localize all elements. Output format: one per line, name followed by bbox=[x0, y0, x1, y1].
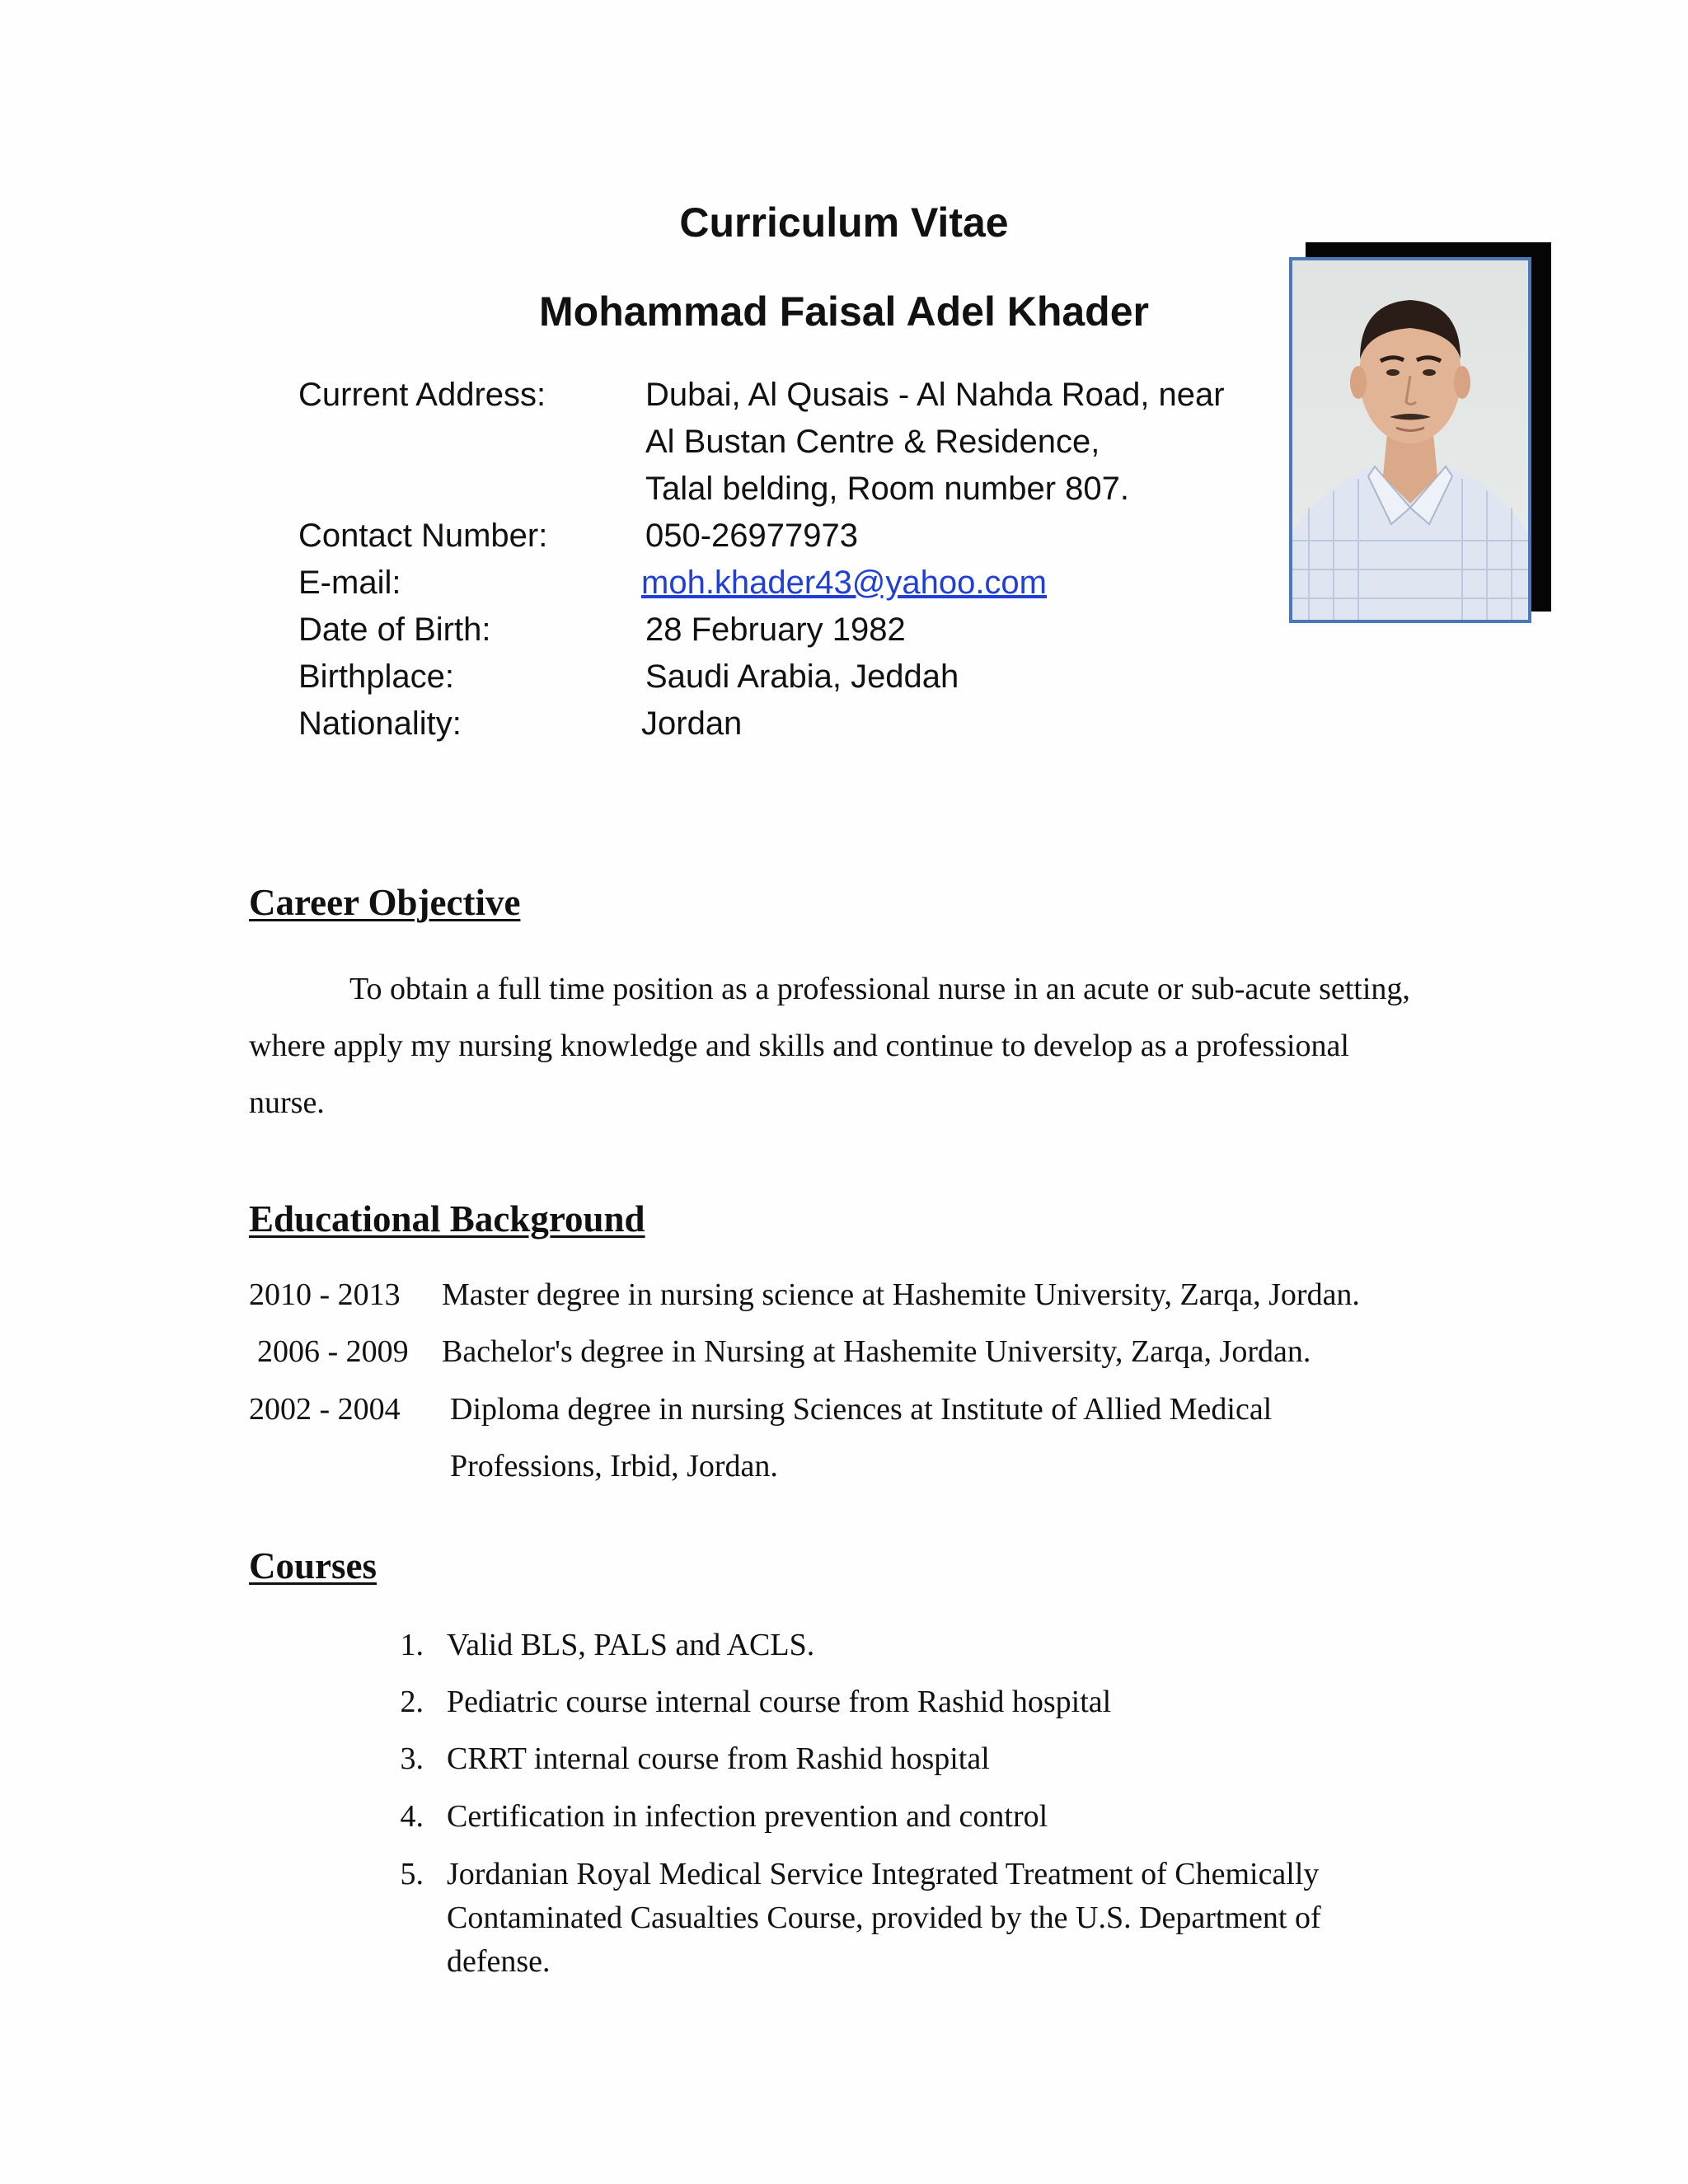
career-objective-heading: Career Objective bbox=[249, 882, 521, 923]
document-title: Curriculum Vitae bbox=[679, 199, 1009, 246]
course-number: 2. bbox=[400, 1685, 424, 1719]
dob-label: Date of Birth: bbox=[298, 612, 491, 648]
contact-label: Contact Number: bbox=[298, 518, 548, 554]
nationality-value: Jordan bbox=[641, 705, 743, 742]
education-years: 2010 - 2013 bbox=[249, 1277, 401, 1312]
career-objective-text: To obtain a full time position as a professional nurse in an acute or sub-acute setting, where apply my nursing knowledge and skills and continue to develop as a professional nurse. bbox=[249, 972, 1410, 1120]
course-number: 3. bbox=[400, 1741, 424, 1776]
courses-heading: Courses bbox=[249, 1545, 377, 1586]
address-line-3: Talal belding, Room number 807. bbox=[645, 471, 1130, 507]
education-entry: Master degree in nursing science at Hashemite University, Zarqa, Jordan. bbox=[442, 1277, 1360, 1312]
birthplace-label: Birthplace: bbox=[298, 658, 454, 695]
course-item: CRRT internal course from Rashid hospital bbox=[447, 1741, 990, 1776]
course-number: 1. bbox=[400, 1628, 424, 1662]
person-name: Mohammad Faisal Adel Khader bbox=[539, 288, 1149, 335]
course-number: 4. bbox=[400, 1799, 424, 1834]
education-years: 2002 - 2004 bbox=[249, 1392, 401, 1427]
course-item: Jordanian Royal Medical Service Integrated Treatment of Chemically Contaminated Casualties Course, provided by the U.S. Department of defense. bbox=[447, 1857, 1321, 1979]
education-entry: Bachelor's degree in Nursing at Hashemite University, Zarqa, Jordan. bbox=[442, 1334, 1311, 1369]
profile-photo-illustration bbox=[1292, 260, 1528, 620]
course-item: Certification in infection prevention and control bbox=[447, 1799, 1048, 1834]
address-line-1: Dubai, Al Qusais - Al Nahda Road, near bbox=[645, 377, 1225, 413]
email-label: E-mail: bbox=[298, 565, 401, 601]
contact-value: 050-26977973 bbox=[645, 518, 859, 554]
course-number: 5. bbox=[400, 1857, 424, 1891]
course-item: Valid BLS, PALS and ACLS. bbox=[447, 1628, 815, 1662]
address-label: Current Address: bbox=[298, 377, 546, 413]
education-entry: Diploma degree in nursing Sciences at Institute of Allied Medical Professions, Irbid, Jordan. bbox=[450, 1392, 1273, 1483]
dob-value: 28 February 1982 bbox=[645, 612, 906, 648]
photo-frame bbox=[1289, 257, 1531, 623]
birthplace-value: Saudi Arabia, Jeddah bbox=[645, 658, 959, 695]
email-link[interactable]: moh.khader43@yahoo.com bbox=[641, 565, 1047, 601]
nationality-label: Nationality: bbox=[298, 705, 462, 742]
profile-photo bbox=[1289, 257, 1531, 623]
address-line-2: Al Bustan Centre & Residence, bbox=[645, 424, 1100, 460]
education-years: 2006 - 2009 bbox=[257, 1334, 409, 1369]
course-item: Pediatric course internal course from Rashid hospital bbox=[447, 1685, 1112, 1719]
education-heading: Educational Background bbox=[249, 1198, 645, 1240]
